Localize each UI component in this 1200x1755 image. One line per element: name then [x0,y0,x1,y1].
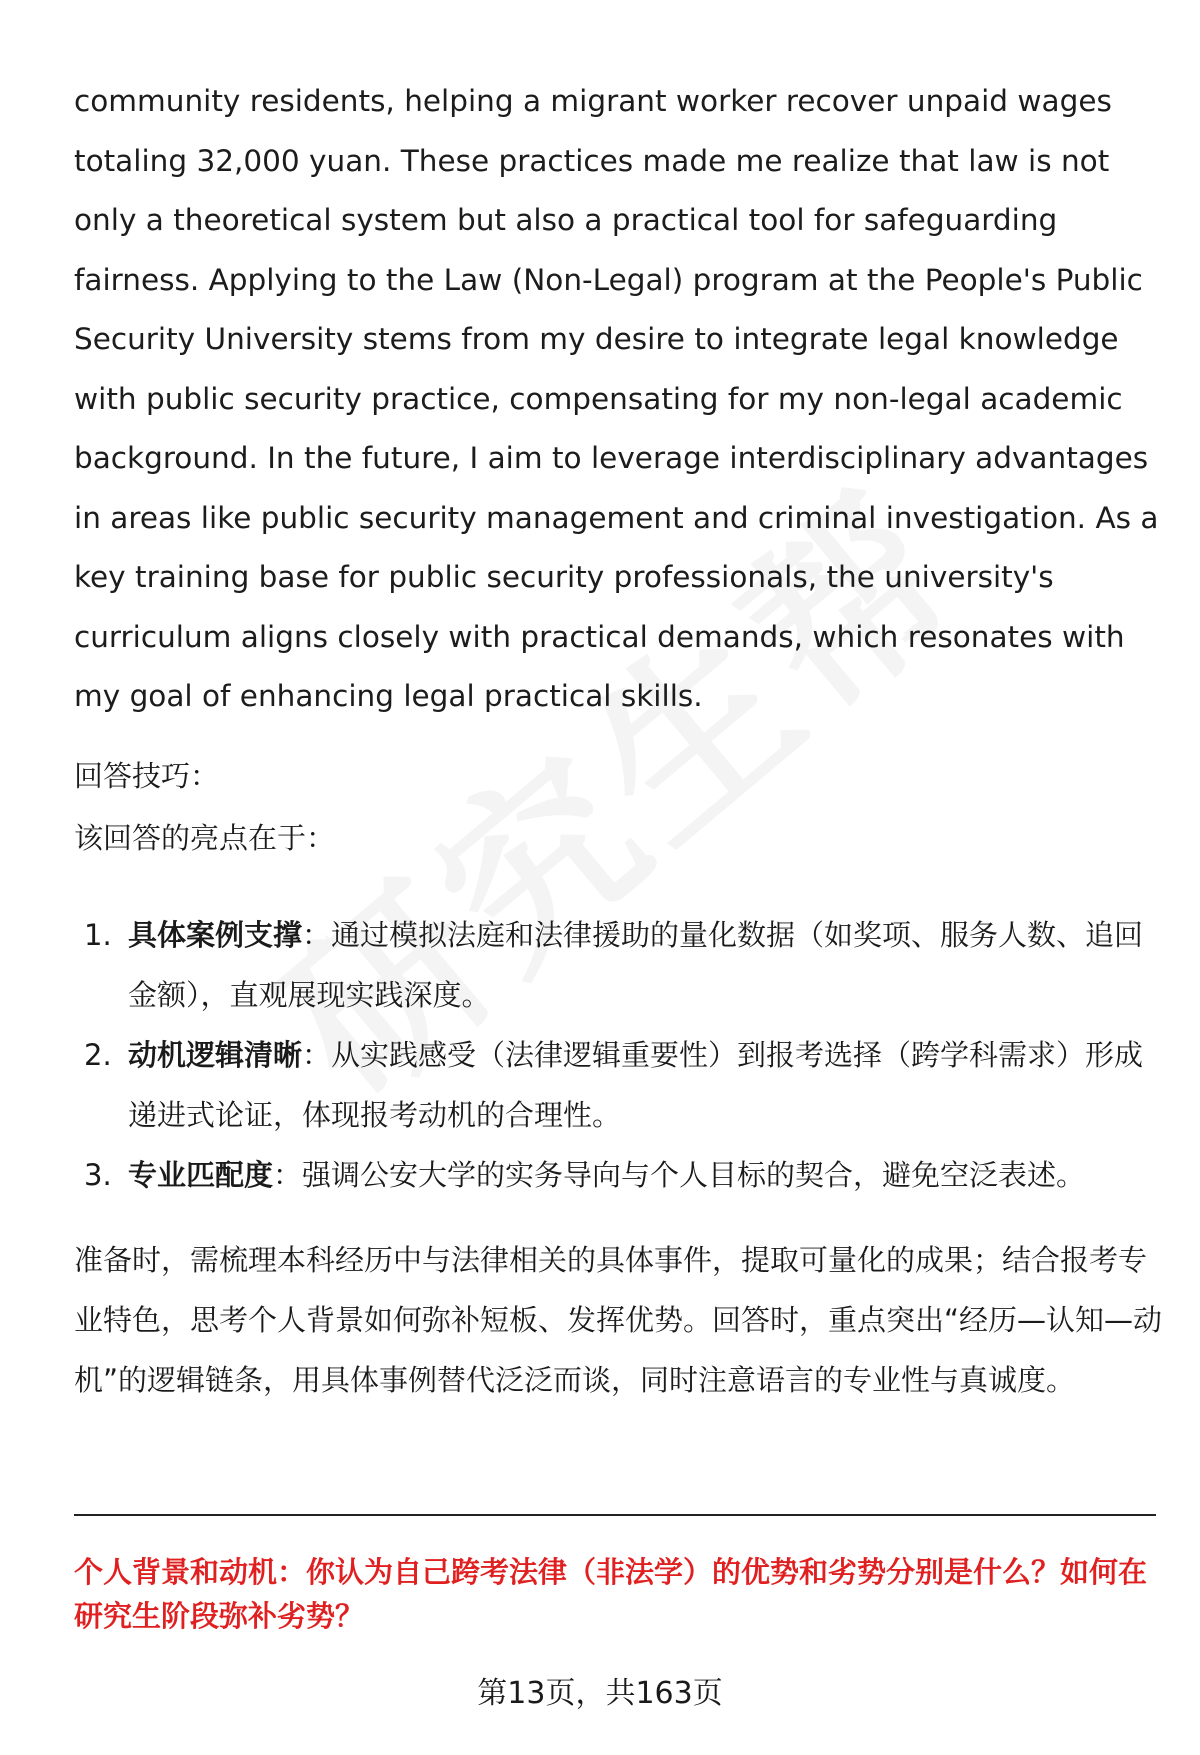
highlight-item [74,905,1154,1025]
answer-paragraph: community residents, helping a migrant worker recover unpaid wages totaling 32,000 yuan. These practices made me realize that law is not only a theoretical system but also a practical tool for safeguarding fairness. Applying to the Law (Non-Legal) program at the People's Public Security University stems from my desire to integrate legal knowledge with public security practice, compensating for my non-legal academic background. In the future, I aim to leverage interdisciplinary advantages in areas like public security management and criminal investigation. As a key training base for public security professionals, the university's curriculum aligns closely with practical demands, which resonates with my goal of enhancing legal practical skills. [74,84,1159,713]
highlights-list [74,905,1154,1205]
section-divider [74,1514,1156,1516]
list-number: 3. [84,1158,112,1192]
highlight-term: 具体案例支撑 [128,918,303,952]
highlight-item [74,1145,1154,1205]
highlight-term: 专业匹配度 [128,1158,274,1192]
highlight-term: 动机逻辑清晰 [128,1038,303,1072]
list-number: 1. [84,918,112,952]
highlight-item [74,1025,1154,1145]
highlight-text: ：通过模拟法庭和法律援助的量化数据（如奖项、服务人数、追回金额），直观展现实践深度。 [128,918,1144,1012]
highlight-text: ：强调公安大学的实务导向与个人目标的契合，避免空泛表述。 [273,1158,1086,1192]
highlight-text: ：从实践感受（法律逻辑重要性）到报考选择（跨学科需求）形成递进式论证，体现报考动机的合理性。 [128,1038,1144,1132]
preparation-summary: 准备时，需梳理本科经历中与法律相关的具体事件，提取可量化的成果；结合报考专业特色，思考个人背景如何弥补短板、发挥优势。回答时，重点突出“经历—认知—动机”的逻辑链条，用具体事例替代泛泛而谈，同时注意语言的专业性与真诚度。 [74,1243,1163,1397]
tips-intro: 该回答的亮点在于： [74,821,336,855]
tips-title: 回答技巧： [74,759,220,793]
next-question-heading: 个人背景和动机：你认为自己跨考法律（非法学）的优势和劣势分别是什么？如何在研究生阶段弥补劣势？ [74,1555,1148,1633]
list-number: 2. [84,1038,112,1072]
page-number: 第13页，共163页 [477,1676,723,1711]
